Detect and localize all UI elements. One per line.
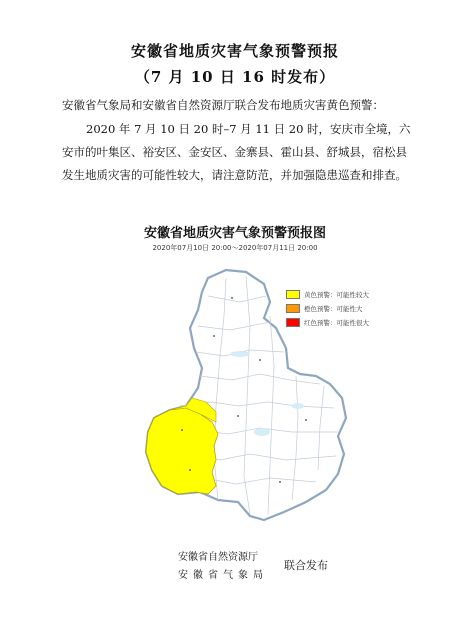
warning-detail: 2020 年 7 月 10 日 20 时–7 月 11 日 20 时，安庆市全境，六安市的叶集区、裕安区、金安区、金寨县、霍山县、舒城县，宿松县发生地质灾害的可能性较大，请注意防范，并加强隐患巡查和排查。	[62, 122, 411, 182]
issuer-natural-resources: 安徽省自然资源厅	[178, 552, 258, 563]
legend-label: 橙色预警：可能性大	[304, 304, 363, 313]
document-title: 安徽省地质灾害气象预警预报	[130, 42, 339, 60]
legend-item-yellow	[286, 289, 386, 299]
map-title: 安徽省地质灾害气象预警预报图	[143, 226, 326, 241]
joint-release: 联合发布	[284, 559, 328, 572]
legend-label: 红色预警：可能性很大	[304, 318, 369, 327]
orange-swatch	[286, 304, 300, 313]
release-time: （7 月 10 日 16 时发布）	[134, 68, 336, 86]
yellow-swatch	[286, 290, 300, 299]
issuer-meteorology: 安徽省气象局	[178, 570, 268, 581]
legend-item-red	[286, 317, 386, 327]
red-swatch	[286, 318, 300, 327]
legend-label: 黄色预警：可能性较大	[304, 290, 369, 299]
warning-intro: 安徽省气象局和安徽省自然资源厅联合发布地质灾害黄色预警：	[62, 98, 384, 112]
yellow-warning-region	[146, 408, 218, 494]
legend-item-orange	[286, 303, 386, 313]
map-legend	[286, 289, 386, 331]
map-subtitle: 2020年07月10日 20:00～2020年07月11日 20:00	[152, 244, 318, 252]
